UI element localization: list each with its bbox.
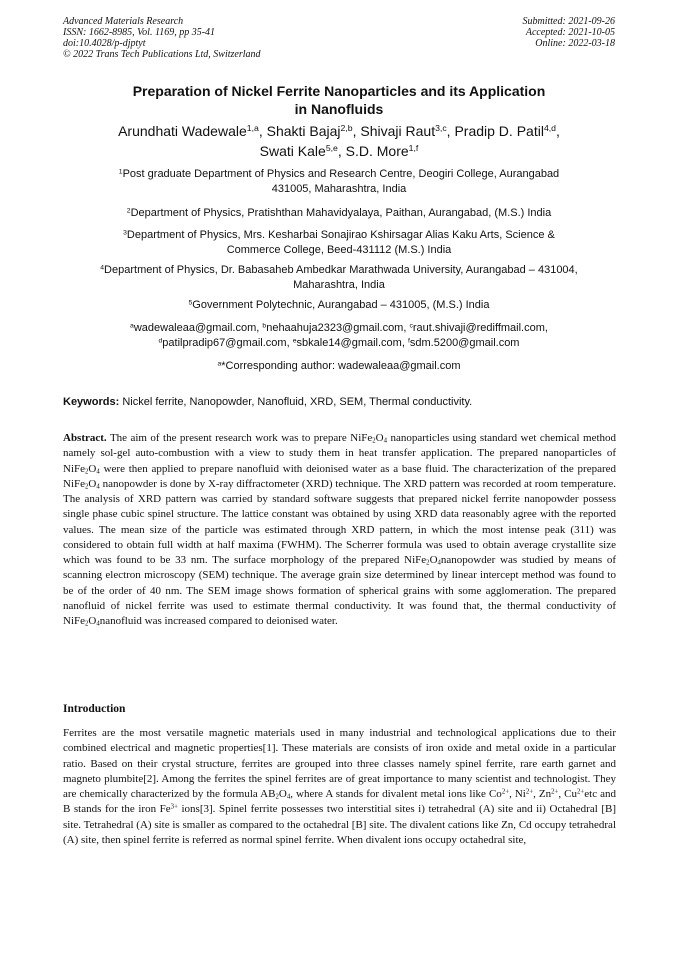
formula	[63, 615, 100, 627]
affiliation-line: Department of Physics, Pratishthan Mahavidyalaya, Paithan, Aurangabad, (M.S.) India	[130, 207, 552, 219]
formula-part: NiFe	[63, 615, 85, 627]
formula-sub: 4	[96, 483, 100, 491]
journal-copyright: © 2022 Trans Tech Publications Ltd, Switzerland	[63, 49, 261, 60]
email-sup: d	[158, 337, 163, 345]
author-sup: 2,b	[340, 123, 353, 134]
affiliation-4	[40, 263, 638, 293]
intro-sup: 2+	[551, 788, 559, 796]
journal-name: Advanced Materials Research	[63, 16, 184, 27]
formula-sub: 4	[96, 620, 100, 628]
abstract-text: The aim of the present research work was to prepare	[109, 432, 347, 444]
email-link[interactable]: raut.shivaji@rediffmail.com	[412, 322, 545, 334]
intro-text: , Zn	[533, 788, 552, 800]
intro-text: , Ni	[509, 788, 526, 800]
formula-part: NiFe	[63, 462, 85, 475]
affiliation-2	[48, 206, 630, 221]
author-sup: 4,d	[543, 123, 556, 134]
title-line-2: in Nanofluids	[294, 101, 384, 117]
affiliation-line: Maharashtra, India	[293, 279, 385, 291]
journal-info	[63, 16, 261, 60]
affiliation-3	[48, 228, 630, 258]
intro-sup: 2+	[501, 788, 510, 796]
formula-sub: 2	[85, 468, 89, 476]
email-link[interactable]: sbkale14@gmail.com	[296, 337, 402, 349]
formula	[350, 432, 387, 444]
email-sup: c	[409, 322, 413, 330]
intro-sub: 4	[286, 793, 291, 801]
formula	[63, 478, 100, 490]
email-link[interactable]: sdm.5200@gmail.com	[409, 337, 520, 349]
email-link[interactable]: nehaahuja2323@gmail.com	[266, 322, 404, 334]
intro-sup: 2+	[525, 788, 534, 796]
formula-sub: 4	[383, 437, 388, 445]
email-sup: a	[130, 322, 134, 330]
formula-sub: 2	[85, 483, 89, 491]
email-sup: f	[407, 337, 410, 345]
abstract-label: Abstract.	[63, 432, 107, 444]
formula-part: O	[429, 554, 438, 566]
abstract-text: nanofluid was increased compared to deionised water.	[99, 615, 338, 627]
affiliation-line: Government Polytechnic, Aurangabad – 431005, (M.S.) India	[192, 299, 490, 311]
author-name: Shakti Bajaj	[266, 123, 341, 139]
formula	[404, 554, 441, 566]
intro-text: O	[278, 788, 287, 800]
author-list: Arundhati Wadewale$^{1,a}$, Shakti Bajaj$^{2,b}$, Shivaji Raut$^{3,c}$, Pradip D. Patil$^{4,d}$, Swati Kale$^{5,e}$, S.D. More$^{1,f}$	[118, 123, 560, 159]
author-name: Shivaji Raut	[360, 123, 436, 139]
affiliation-sup: 3	[123, 229, 127, 237]
author-name: S.D. More	[345, 143, 409, 159]
formula-sub: 2	[426, 559, 430, 567]
affiliation-sup: 2	[126, 207, 131, 215]
formula	[63, 463, 100, 475]
formula-part: O	[88, 462, 97, 475]
abstract-text: nanopowder was studied by means of scanning electron microscopy (SEM) technique. The average grain size determined by linear intercept method was found to be of the order of 40 nm. The SEM image shows formation of spherical grains with some agglomeration. The prepared nanofluid of nickel ferrite was used to estimate thermal conductivity. It was found that, the thermal conductivity of	[63, 554, 616, 612]
author-name: Pradip D. Patil	[454, 123, 544, 139]
date-online: Online: 2022-03-18	[535, 38, 615, 49]
publication-dates	[523, 16, 616, 49]
intro-text: , where A stands for divalent metal ions like Co	[290, 788, 502, 800]
intro-text: etc and B stands for the iron Fe	[63, 788, 617, 816]
formula-sub: 4	[437, 559, 441, 567]
author-sup: 1,f	[408, 143, 419, 154]
formula-sub: 4	[96, 468, 100, 476]
formula-sub: 2	[372, 437, 376, 445]
intro-sup: 2+	[577, 788, 585, 796]
intro-sup: 3+	[170, 803, 178, 811]
affiliation-line: 431005, Maharashtra, India	[271, 183, 407, 195]
email-list: $^a$wadewaleaa@gmail.com, $^b$nehaahuja2323@gmail.com, $^c$raut.shivaji@rediffmail.com, $^d$patilpradip67@gmail.com, $^e$sbkale14@gmail.com, $^f$sdm.5200@gmail.com	[130, 322, 548, 349]
author-name: Arundhati Wadewale	[118, 123, 247, 139]
email-sup: e	[292, 337, 297, 345]
affiliation-sup: 4	[100, 264, 105, 272]
formula-sub: 2	[85, 620, 89, 628]
keywords	[63, 395, 623, 410]
date-accepted: Accepted: 2021-10-05	[525, 27, 615, 38]
author-sup: 5,e	[325, 143, 338, 154]
affiliation-5	[48, 298, 630, 313]
formula-part: O	[375, 432, 384, 444]
email-sup: b	[262, 322, 267, 330]
affiliation-line: Commerce College, Beed-431112 (M.S.) India	[226, 244, 452, 256]
intro-sub: 2	[275, 793, 279, 801]
formula-part: NiFe	[404, 554, 427, 566]
corresponding-sup: a	[217, 360, 222, 368]
intro-text: , Cu	[558, 788, 578, 800]
email-link[interactable]: patilpradip67@gmail.com	[162, 337, 287, 349]
formula-part: O	[88, 615, 97, 627]
introduction-text	[63, 726, 616, 848]
title-line-1: Preparation of Nickel Ferrite Nanoparticles and its Application	[132, 83, 546, 99]
keywords-label: Keywords:	[63, 396, 120, 408]
date-submitted: Submitted: 2021-09-26	[522, 16, 615, 27]
corresponding-text: *Corresponding author: wadewaleaa@gmail.com	[221, 360, 461, 372]
abstract-text: were then applied to prepare nanofluid with deionised water as a base fluid. The characterization of the prepared	[103, 462, 617, 475]
email-link[interactable]: wadewaleaa@gmail.com	[133, 322, 257, 334]
author-name: Swati Kale	[259, 143, 326, 159]
journal-doi: doi:10.4028/p-djptyt	[63, 38, 146, 49]
author-sup: 1,a	[246, 123, 259, 134]
journal-issn: ISSN: 1662-8985, Vol. 1169, pp 35-41	[63, 27, 216, 38]
corresponding-author	[48, 359, 630, 374]
affiliation-line: Post graduate Department of Physics and Research Centre, Deogiri College, Aurangabad	[122, 168, 560, 180]
affiliation-line: Department of Physics, Mrs. Kesharbai Sonajirao Kshirsagar Alias Kaku Arts, Science &	[126, 229, 555, 241]
formula-part: O	[88, 477, 97, 490]
intro-text: ions[3]. Spinel ferrite possesses two interstitial sites i) tetrahedral (A) site and ii) Octahedral [B] site. Tetrahedral (A) site is smaller as compared to the octahedral [B] site. The divalent cations like Zn, Cd occupy tetrahedral (A) site, then spinel ferrite is referred as normal spinel ferrite. When divalent ions occupy octahedral site,	[63, 803, 617, 846]
affiliation-1	[48, 167, 630, 197]
author-sup: 3,c	[435, 123, 447, 134]
abstract	[63, 431, 616, 629]
section-heading-introduction: Introduction	[63, 703, 126, 715]
intro-text: Ferrites are the most versatile magnetic materials used in many industrial and technological applications due to their combined electrical and magnetic properties[1]. These materials are consists of iron oxide and metal oxide in a particular ratio. Based on their crystal structure, ferrites are grouped into three classes namely spinel ferrite, rare earth garnet and magneto plumbite[2]. Among the ferrites the spinel ferrites are of great importance to many scientist and technologist. They are chemically characterized by the formula AB	[63, 727, 616, 800]
abstract-text: nanopowder is done by X-ray diffractometer (XRD) technique. The XRD pattern was recorded at room temperature. The analysis of XRD pattern was carried by standard software suggests that prepared nickel ferrite nanopowder possess single phase cubic spinel structure. The lattice constant was obtained by using XRD data reasonably agree with the reported values. The mean size of the particle was estimated through XRD pattern, in which the most intense peak (311) was considered to obtain full width at half maxima (FWHM). The Scherrer formula was used to obtain average crystallite size which was found to be 33 nm. The surface morphology of the prepared	[63, 477, 617, 566]
affiliation-sup: 1	[118, 168, 123, 176]
affiliation-line: Department of Physics, Dr. Babasaheb Ambedkar Marathwada University, Aurangabad – 431004,	[104, 264, 578, 276]
paper-title	[40, 82, 638, 118]
abstract-text: nanoparticles using standard wet chemical method namely sol-gel auto-combustion with a view to study them in heat transfer application. The prepared nanoparticles of	[63, 432, 617, 460]
formula-part: NiFe	[63, 477, 85, 490]
formula-part: NiFe	[350, 432, 373, 444]
keywords-text: Nickel ferrite, Nanopowder, Nanofluid, XRD, SEM, Thermal conductivity.	[122, 396, 473, 408]
affiliation-sup: 5	[188, 299, 193, 307]
